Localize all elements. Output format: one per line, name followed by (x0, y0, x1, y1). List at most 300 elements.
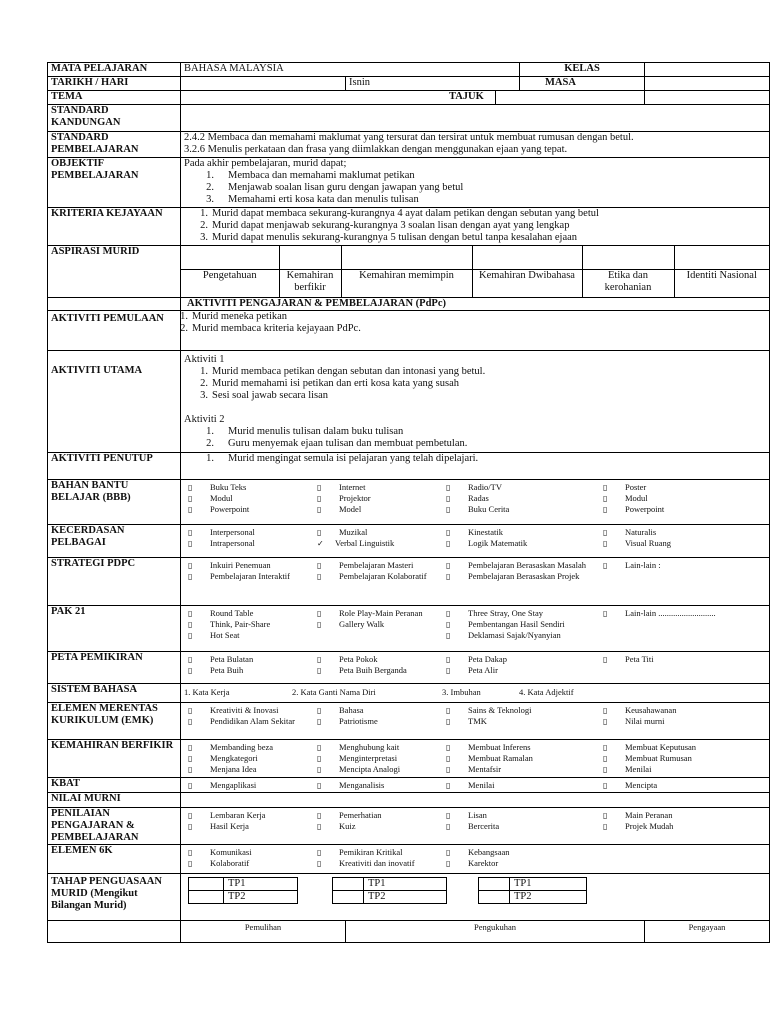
option-column (599, 527, 759, 549)
checkbox-option[interactable] (184, 821, 313, 832)
checkbox-icon[interactable]: ▯ (188, 717, 193, 726)
aktiviti1-list (184, 366, 766, 402)
checkbox-icon[interactable]: ▯ (188, 743, 193, 752)
option-column (442, 482, 599, 515)
checkbox-icon[interactable]: ▯ (603, 822, 608, 831)
checkbox-label: Pembelajaran Berasaskan Masalah (468, 560, 587, 570)
checkbox-icon[interactable]: ▯ (446, 706, 451, 715)
footer-blank (48, 921, 181, 943)
checkbox-icon[interactable]: ▯ (446, 539, 451, 548)
checkbox-icon[interactable]: ▯ (188, 572, 193, 581)
checkbox-label: Kolaboratif (210, 858, 250, 868)
nilai-murni-label: NILAI MURNI (48, 793, 181, 808)
kemahiran-options (184, 740, 766, 775)
checkbox-option[interactable] (442, 482, 599, 493)
checkbox-option[interactable] (599, 493, 759, 504)
checkbox-option[interactable] (442, 858, 599, 869)
sistem-bahasa-item: 1. Kata Kerja (184, 687, 230, 697)
checkbox-label: Radio/TV (468, 482, 502, 492)
tajuk-label: TAJUK (496, 91, 645, 105)
kelas-value (645, 63, 770, 77)
standard-pembelajaran-value (181, 132, 770, 158)
checkbox-icon[interactable]: ▯ (317, 494, 322, 503)
checkbox-icon[interactable]: ▯ (317, 848, 322, 857)
checkbox-label: Internet (339, 482, 366, 492)
option-column (442, 742, 599, 775)
checkbox-label: Mencipta Analogi (339, 764, 401, 774)
checkbox-label: Inkuiri Penemuan (210, 560, 271, 570)
checkbox-icon[interactable]: ▯ (188, 655, 193, 664)
option-column (442, 654, 599, 676)
checkbox-icon[interactable]: ▯ (446, 572, 451, 581)
sistem-bahasa-item: 2. Kata Ganti Nama Diri (292, 687, 376, 697)
checkbox-icon[interactable]: ▯ (317, 572, 322, 581)
option-column (313, 780, 442, 791)
option-column (184, 654, 313, 676)
checkbox-option[interactable] (599, 654, 759, 665)
checkbox-label: Think, Pair-Share (210, 619, 271, 629)
checkbox-icon[interactable]: ▯ (446, 859, 451, 868)
objektif-list (184, 170, 766, 206)
checkbox-label: Hasil Kerja (210, 821, 249, 831)
checkbox-icon[interactable]: ▯ (603, 743, 608, 752)
kriteria-label: KRITERIA KEJAYAAN (48, 208, 181, 246)
checkbox-label: Membanding beza (210, 742, 274, 752)
checkbox-option[interactable] (184, 619, 313, 630)
checkbox-label: Lisan (468, 810, 487, 820)
checkbox-icon[interactable]: ▯ (446, 609, 451, 618)
checkbox-option[interactable] (313, 742, 442, 753)
checkbox-icon[interactable]: ▯ (188, 666, 193, 675)
checkbox-option[interactable] (313, 538, 442, 549)
checkbox-icon[interactable]: ▯ (603, 754, 608, 763)
checkbox-option[interactable] (313, 810, 442, 821)
checkbox-option[interactable] (184, 753, 313, 764)
checkbox-label: Membuat Keputusan (625, 742, 697, 752)
checkbox-option[interactable] (184, 665, 313, 676)
checkbox-icon[interactable]: ▯ (317, 811, 322, 820)
checkbox-label: Hot Seat (210, 630, 240, 640)
checkbox-icon[interactable]: ▯ (188, 859, 193, 868)
checkbox-option[interactable] (184, 742, 313, 753)
checkbox-icon[interactable]: ▯ (603, 494, 608, 503)
checkbox-option[interactable] (184, 493, 313, 504)
checkbox-option[interactable] (184, 716, 313, 727)
checkbox-icon[interactable]: ▯ (317, 655, 322, 664)
checkbox-option[interactable] (442, 560, 599, 571)
option-column (599, 780, 759, 791)
list-item: 1. Murid mengingat semula isi pelajaran yang telah dipelajari. (206, 453, 479, 464)
checkbox-option[interactable] (442, 821, 599, 832)
checkbox-icon[interactable]: ▯ (188, 706, 193, 715)
tp-table: TP1 TP2 (332, 877, 447, 904)
checkbox-icon[interactable]: ▯ (188, 483, 193, 492)
checkbox-option[interactable] (442, 538, 599, 549)
checkbox-option[interactable] (184, 810, 313, 821)
tp-table: TP1 TP2 (188, 877, 298, 904)
standard-kandungan-label: STANDARD KANDUNGAN (48, 105, 181, 132)
checkbox-option[interactable] (184, 560, 313, 571)
checkbox-label: Pendidikan Alam Sekitar (210, 716, 295, 726)
checkbox-icon[interactable]: ▯ (188, 620, 193, 629)
checkbox-option[interactable] (442, 847, 599, 858)
checkbox-label: Round Table (210, 608, 254, 618)
checkbox-label: Membuat Inferens (468, 742, 531, 752)
option-column (313, 705, 442, 727)
checkbox-icon[interactable]: ▯ (317, 765, 322, 774)
checkbox-option[interactable] (442, 716, 599, 727)
checkbox-label: TMK (468, 716, 487, 726)
bbb-label: BAHAN BANTU BELAJAR (BBB) (48, 480, 181, 525)
aspirasi-item: Kemahiran berfikir (279, 269, 341, 297)
kelas-label: KELAS (520, 63, 645, 77)
checkbox-label: Deklamasi Sajak/Nyanyian (468, 630, 561, 640)
checkbox-icon[interactable]: ▯ (446, 743, 451, 752)
option-column (599, 810, 759, 832)
checkbox-option[interactable] (313, 654, 442, 665)
checkbox-icon[interactable]: ▯ (446, 666, 451, 675)
checkbox-label: Keusahawanan (625, 705, 677, 715)
list-item: 1. Murid meneka petikan (180, 311, 288, 322)
checkbox-icon[interactable]: ▯ (603, 539, 608, 548)
checklist-row (48, 808, 770, 845)
checkbox-label: Verbal Linguistik (335, 538, 395, 548)
checkbox-option[interactable] (442, 705, 599, 716)
checkbox-icon[interactable]: ▯ (446, 848, 451, 857)
checkbox-option[interactable] (442, 630, 599, 641)
checkbox-icon[interactable]: ▯ (188, 539, 193, 548)
checked-box-icon[interactable]: ✓ (317, 539, 324, 548)
aspirasi-item: Kemahiran memimpin (341, 269, 472, 297)
checkbox-icon[interactable]: ▯ (317, 666, 322, 675)
checkbox-icon[interactable]: ▯ (188, 822, 193, 831)
checkbox-icon[interactable]: ▯ (188, 811, 193, 820)
option-column (442, 780, 599, 791)
checkbox-option[interactable] (184, 764, 313, 775)
checkbox-option[interactable] (313, 858, 442, 869)
checkbox-option[interactable] (313, 504, 442, 515)
checkbox-label: Patriotisme (339, 716, 378, 726)
checkbox-icon[interactable]: ▯ (317, 822, 322, 831)
checkbox-icon[interactable]: ▯ (603, 483, 608, 492)
checkbox-option[interactable] (442, 665, 599, 676)
checkbox-option[interactable] (599, 810, 759, 821)
checkbox-icon[interactable]: ▯ (317, 609, 322, 618)
checkbox-icon[interactable]: ▯ (446, 717, 451, 726)
checkbox-option[interactable] (184, 705, 313, 716)
pak21-options (184, 606, 766, 641)
option-column (313, 742, 442, 775)
checkbox-icon[interactable]: ▯ (317, 743, 322, 752)
checkbox-option[interactable] (184, 504, 313, 515)
checkbox-icon[interactable]: ▯ (446, 505, 451, 514)
option-column (442, 810, 599, 832)
checkbox-option[interactable] (599, 821, 759, 832)
checkbox-option[interactable] (184, 847, 313, 858)
option-column (599, 705, 759, 727)
checkbox-option[interactable] (313, 482, 442, 493)
checkbox-icon[interactable]: ▯ (188, 561, 193, 570)
checkbox-option[interactable] (442, 608, 599, 619)
checkbox-option[interactable] (442, 504, 599, 515)
checkbox-option[interactable] (184, 527, 313, 538)
sistem-bahasa-label: SISTEM BAHASA (48, 684, 181, 703)
checkbox-option[interactable] (442, 493, 599, 504)
checkbox-icon[interactable]: ▯ (603, 811, 608, 820)
checkbox-option[interactable] (599, 527, 759, 538)
checkbox-option[interactable] (442, 753, 599, 764)
checkbox-icon[interactable]: ▯ (446, 811, 451, 820)
checkbox-option[interactable] (599, 538, 759, 549)
checkbox-option[interactable] (442, 810, 599, 821)
checkbox-icon[interactable]: ▯ (603, 505, 608, 514)
checkbox-icon[interactable]: ▯ (188, 631, 193, 640)
checkbox-option[interactable] (313, 821, 442, 832)
option-column (313, 482, 442, 515)
checklist-row (48, 778, 770, 793)
pemulaan-list (164, 311, 766, 335)
checkbox-icon[interactable]: ▯ (446, 561, 451, 570)
checklist-row (48, 558, 770, 606)
checkbox-icon[interactable]: ▯ (317, 859, 322, 868)
checkbox-option[interactable] (313, 847, 442, 858)
checkbox-label: Bercerita (468, 821, 500, 831)
checkbox-option[interactable] (442, 619, 599, 630)
checkbox-option[interactable] (313, 619, 442, 630)
option-column (313, 847, 442, 869)
option-column (184, 847, 313, 869)
checkbox-label: Interpersonal (210, 527, 255, 537)
tarikh-value (181, 77, 346, 91)
checkbox-icon[interactable]: ▯ (188, 754, 193, 763)
checkbox-icon[interactable]: ▯ (188, 528, 193, 537)
masa-label: MASA (520, 77, 645, 91)
elemen6k-label: ELEMEN 6K (48, 845, 181, 874)
checkbox-label: Buku Cerita (468, 504, 510, 514)
checkbox-option[interactable] (184, 858, 313, 869)
checkbox-option[interactable] (599, 716, 759, 727)
checkbox-label: Menjana Idea (210, 764, 257, 774)
option-column (599, 482, 759, 515)
option-column (442, 527, 599, 549)
checkbox-icon[interactable]: ▯ (446, 765, 451, 774)
checkbox-option[interactable] (313, 608, 442, 619)
checkbox-option[interactable] (599, 504, 759, 515)
list-item: 1. Murid dapat membaca sekurang-kurangnya 4 ayat dalam petikan dengan sebutan yang betul (200, 208, 599, 219)
checkbox-label: Lain-lain ........................... (625, 608, 716, 618)
checkbox-option[interactable] (313, 705, 442, 716)
option-column (313, 560, 442, 582)
checkbox-label: Mentafsir (468, 764, 502, 774)
checkbox-option[interactable] (184, 654, 313, 665)
objektif-label: OBJEKTIF PEMBELAJARAN (48, 158, 181, 208)
checkbox-label: Kebangsaan (468, 847, 510, 857)
penutup-label: AKTIVITI PENUTUP (48, 453, 181, 480)
sp-line-2: 3.2.6 Menulis perkataan dan frasa yang diimlakkan dengan menggunakan ejaan yang tepat. (184, 144, 568, 155)
checkbox-icon[interactable]: ▯ (317, 561, 322, 570)
checkbox-label: Pembelajaran Berasaskan Projek (468, 571, 580, 581)
checkbox-label: Bahasa (339, 705, 364, 715)
aspirasi-item: Identiti Nasional (674, 269, 769, 297)
checkbox-option[interactable] (313, 493, 442, 504)
option-column (313, 654, 442, 676)
checkbox-icon[interactable]: ▯ (188, 765, 193, 774)
checkbox-option[interactable] (184, 608, 313, 619)
checkbox-option[interactable] (599, 482, 759, 493)
checkbox-icon[interactable]: ▯ (603, 706, 608, 715)
option-column (184, 742, 313, 775)
checkbox-label: Pembelajaran Kolaboratif (339, 571, 427, 581)
checkbox-icon[interactable]: ▯ (446, 528, 451, 537)
checkbox-label: Main Peranan (625, 810, 673, 820)
checkbox-label: Kinestatik (468, 527, 503, 537)
checkbox-icon[interactable]: ▯ (603, 717, 608, 726)
checkbox-label: Mencipta (625, 780, 658, 790)
checkbox-icon[interactable]: ▯ (603, 781, 608, 790)
checkbox-option[interactable] (313, 560, 442, 571)
checkbox-icon[interactable]: ▯ (317, 754, 322, 763)
checkbox-icon[interactable]: ▯ (317, 528, 322, 537)
checkbox-option[interactable] (184, 482, 313, 493)
checkbox-label: Pembentangan Hasil Sendiri (468, 619, 565, 629)
aspirasi-item: Pengetahuan (181, 269, 279, 297)
checkbox-icon[interactable]: ▯ (317, 505, 322, 514)
checkbox-option[interactable] (313, 716, 442, 727)
checkbox-icon[interactable]: ▯ (446, 781, 451, 790)
kecerdasan-options (184, 525, 766, 549)
checkbox-option[interactable] (313, 527, 442, 538)
checkbox-label: Gallery Walk (339, 619, 385, 629)
checkbox-icon[interactable]: ▯ (188, 494, 193, 503)
checkbox-option[interactable] (442, 780, 599, 791)
list-item: 3. Memahami erti kosa kata dan menulis tulisan (206, 194, 419, 205)
checkbox-option[interactable] (442, 742, 599, 753)
emk-options (184, 703, 766, 727)
kriteria-list (184, 208, 766, 244)
checkbox-label: Peta Dakap (468, 654, 507, 664)
tahap-label: TAHAP PENGUASAAN MURID (Mengikut Bilangan Murid) (48, 874, 181, 921)
checkbox-icon[interactable]: ▯ (446, 655, 451, 664)
checkbox-icon[interactable]: ▯ (446, 822, 451, 831)
checkbox-label: Powerpoint (210, 504, 250, 514)
checkbox-icon[interactable]: ▯ (188, 848, 193, 857)
checkbox-icon[interactable]: ▯ (188, 505, 193, 514)
masa-value (645, 77, 770, 91)
footer-pengayaan: Pengayaan (645, 921, 770, 943)
checkbox-label: Intrapersonal (210, 538, 255, 548)
checkbox-label: Nilai murni (625, 716, 665, 726)
checkbox-label: Sains & Teknologi (468, 705, 532, 715)
pemulaan-value (181, 311, 770, 351)
checkbox-icon[interactable]: ▯ (603, 528, 608, 537)
checkbox-icon[interactable]: ▯ (603, 609, 608, 618)
checkbox-icon[interactable]: ▯ (603, 655, 608, 664)
checkbox-icon[interactable]: ▯ (317, 706, 322, 715)
checkbox-option[interactable] (313, 665, 442, 676)
utama-value (181, 351, 770, 453)
checkbox-label: Karektor (468, 858, 499, 868)
checkbox-icon[interactable]: ▯ (446, 754, 451, 763)
list-item: 2. Menjawab soalan lisan guru dengan jawapan yang betul (206, 182, 464, 193)
kbat-options (184, 778, 766, 791)
checkbox-label: Peta Pokok (339, 654, 378, 664)
checklist-row (48, 606, 770, 652)
checkbox-icon[interactable]: ▯ (317, 483, 322, 492)
sistem-bahasa-value (181, 684, 770, 703)
penutup-value (181, 453, 770, 480)
checkbox-option[interactable] (313, 780, 442, 791)
checkbox-icon[interactable]: ▯ (603, 765, 608, 774)
checkbox-option[interactable] (313, 753, 442, 764)
checkbox-icon[interactable]: ▯ (188, 609, 193, 618)
checkbox-icon[interactable]: ▯ (317, 717, 322, 726)
footer-pemulihan: Pemulihan (181, 921, 346, 943)
option-column (184, 527, 313, 549)
checkbox-option[interactable] (184, 538, 313, 549)
sistem-bahasa-item: 4. Kata Adjektif (519, 687, 574, 697)
peta-options (184, 652, 766, 676)
checkbox-icon[interactable]: ▯ (446, 620, 451, 629)
checkbox-icon[interactable]: ▯ (317, 620, 322, 629)
checkbox-label: Pemerhatian (339, 810, 382, 820)
checkbox-option[interactable] (599, 608, 759, 619)
checkbox-icon[interactable]: ▯ (317, 781, 322, 790)
checkbox-option[interactable] (599, 753, 759, 764)
checkbox-option[interactable] (313, 764, 442, 775)
checkbox-option[interactable] (599, 742, 759, 753)
kecerdasan-label: KECERDASAN PELBAGAI (48, 525, 181, 558)
strategi-label: STRATEGI PDPC (48, 558, 181, 606)
checkbox-option[interactable] (599, 560, 759, 571)
aktiviti1-title: Aktiviti 1 (184, 354, 225, 365)
list-item: 3. Murid dapat menulis sekurang-kurangnya 5 tulisan dengan betul tanpa kesalahan ejaan (200, 232, 578, 243)
checkbox-icon[interactable]: ▯ (446, 631, 451, 640)
option-column (313, 608, 442, 641)
checkbox-option[interactable] (599, 764, 759, 775)
checkbox-icon[interactable]: ▯ (188, 781, 193, 790)
option-column (313, 527, 442, 549)
checkbox-label: Peta Buih Berganda (339, 665, 407, 675)
checkbox-label: Mengaplikasi (210, 780, 257, 790)
elemen6k-options (184, 845, 766, 869)
checkbox-label: Kuiz (339, 821, 356, 831)
checkbox-icon[interactable]: ▯ (446, 494, 451, 503)
checkbox-option[interactable] (442, 571, 599, 582)
option-column (184, 810, 313, 832)
list-item: 1. Murid membaca petikan dengan sebutan dan intonasi yang betul. (200, 366, 486, 377)
hari-value: Isnin (346, 77, 520, 91)
checkbox-option[interactable] (184, 571, 313, 582)
nilai-murni-value (181, 793, 770, 808)
checkbox-option[interactable] (442, 764, 599, 775)
checkbox-option[interactable] (599, 705, 759, 716)
checkbox-option[interactable] (313, 571, 442, 582)
checkbox-label: Modul (210, 493, 233, 503)
footer-pengukuhan: Pengukuhan (346, 921, 645, 943)
checkbox-option[interactable] (442, 527, 599, 538)
checkbox-option[interactable] (184, 780, 313, 791)
checkbox-option[interactable] (599, 780, 759, 791)
checkbox-icon[interactable]: ▯ (603, 561, 608, 570)
checkbox-option[interactable] (184, 630, 313, 641)
sp-line-1: 2.4.2 Membaca dan memahami maklumat yang tersurat dan tersirat untuk membuat rumusan dengan betul. (184, 132, 634, 143)
checkbox-icon[interactable]: ▯ (446, 483, 451, 492)
option-column (184, 482, 313, 515)
checkbox-option[interactable] (442, 654, 599, 665)
tema-label: TEMA (48, 91, 181, 105)
standard-kandungan-value (181, 105, 770, 132)
peta-label: PETA PEMIKIRAN (48, 652, 181, 684)
